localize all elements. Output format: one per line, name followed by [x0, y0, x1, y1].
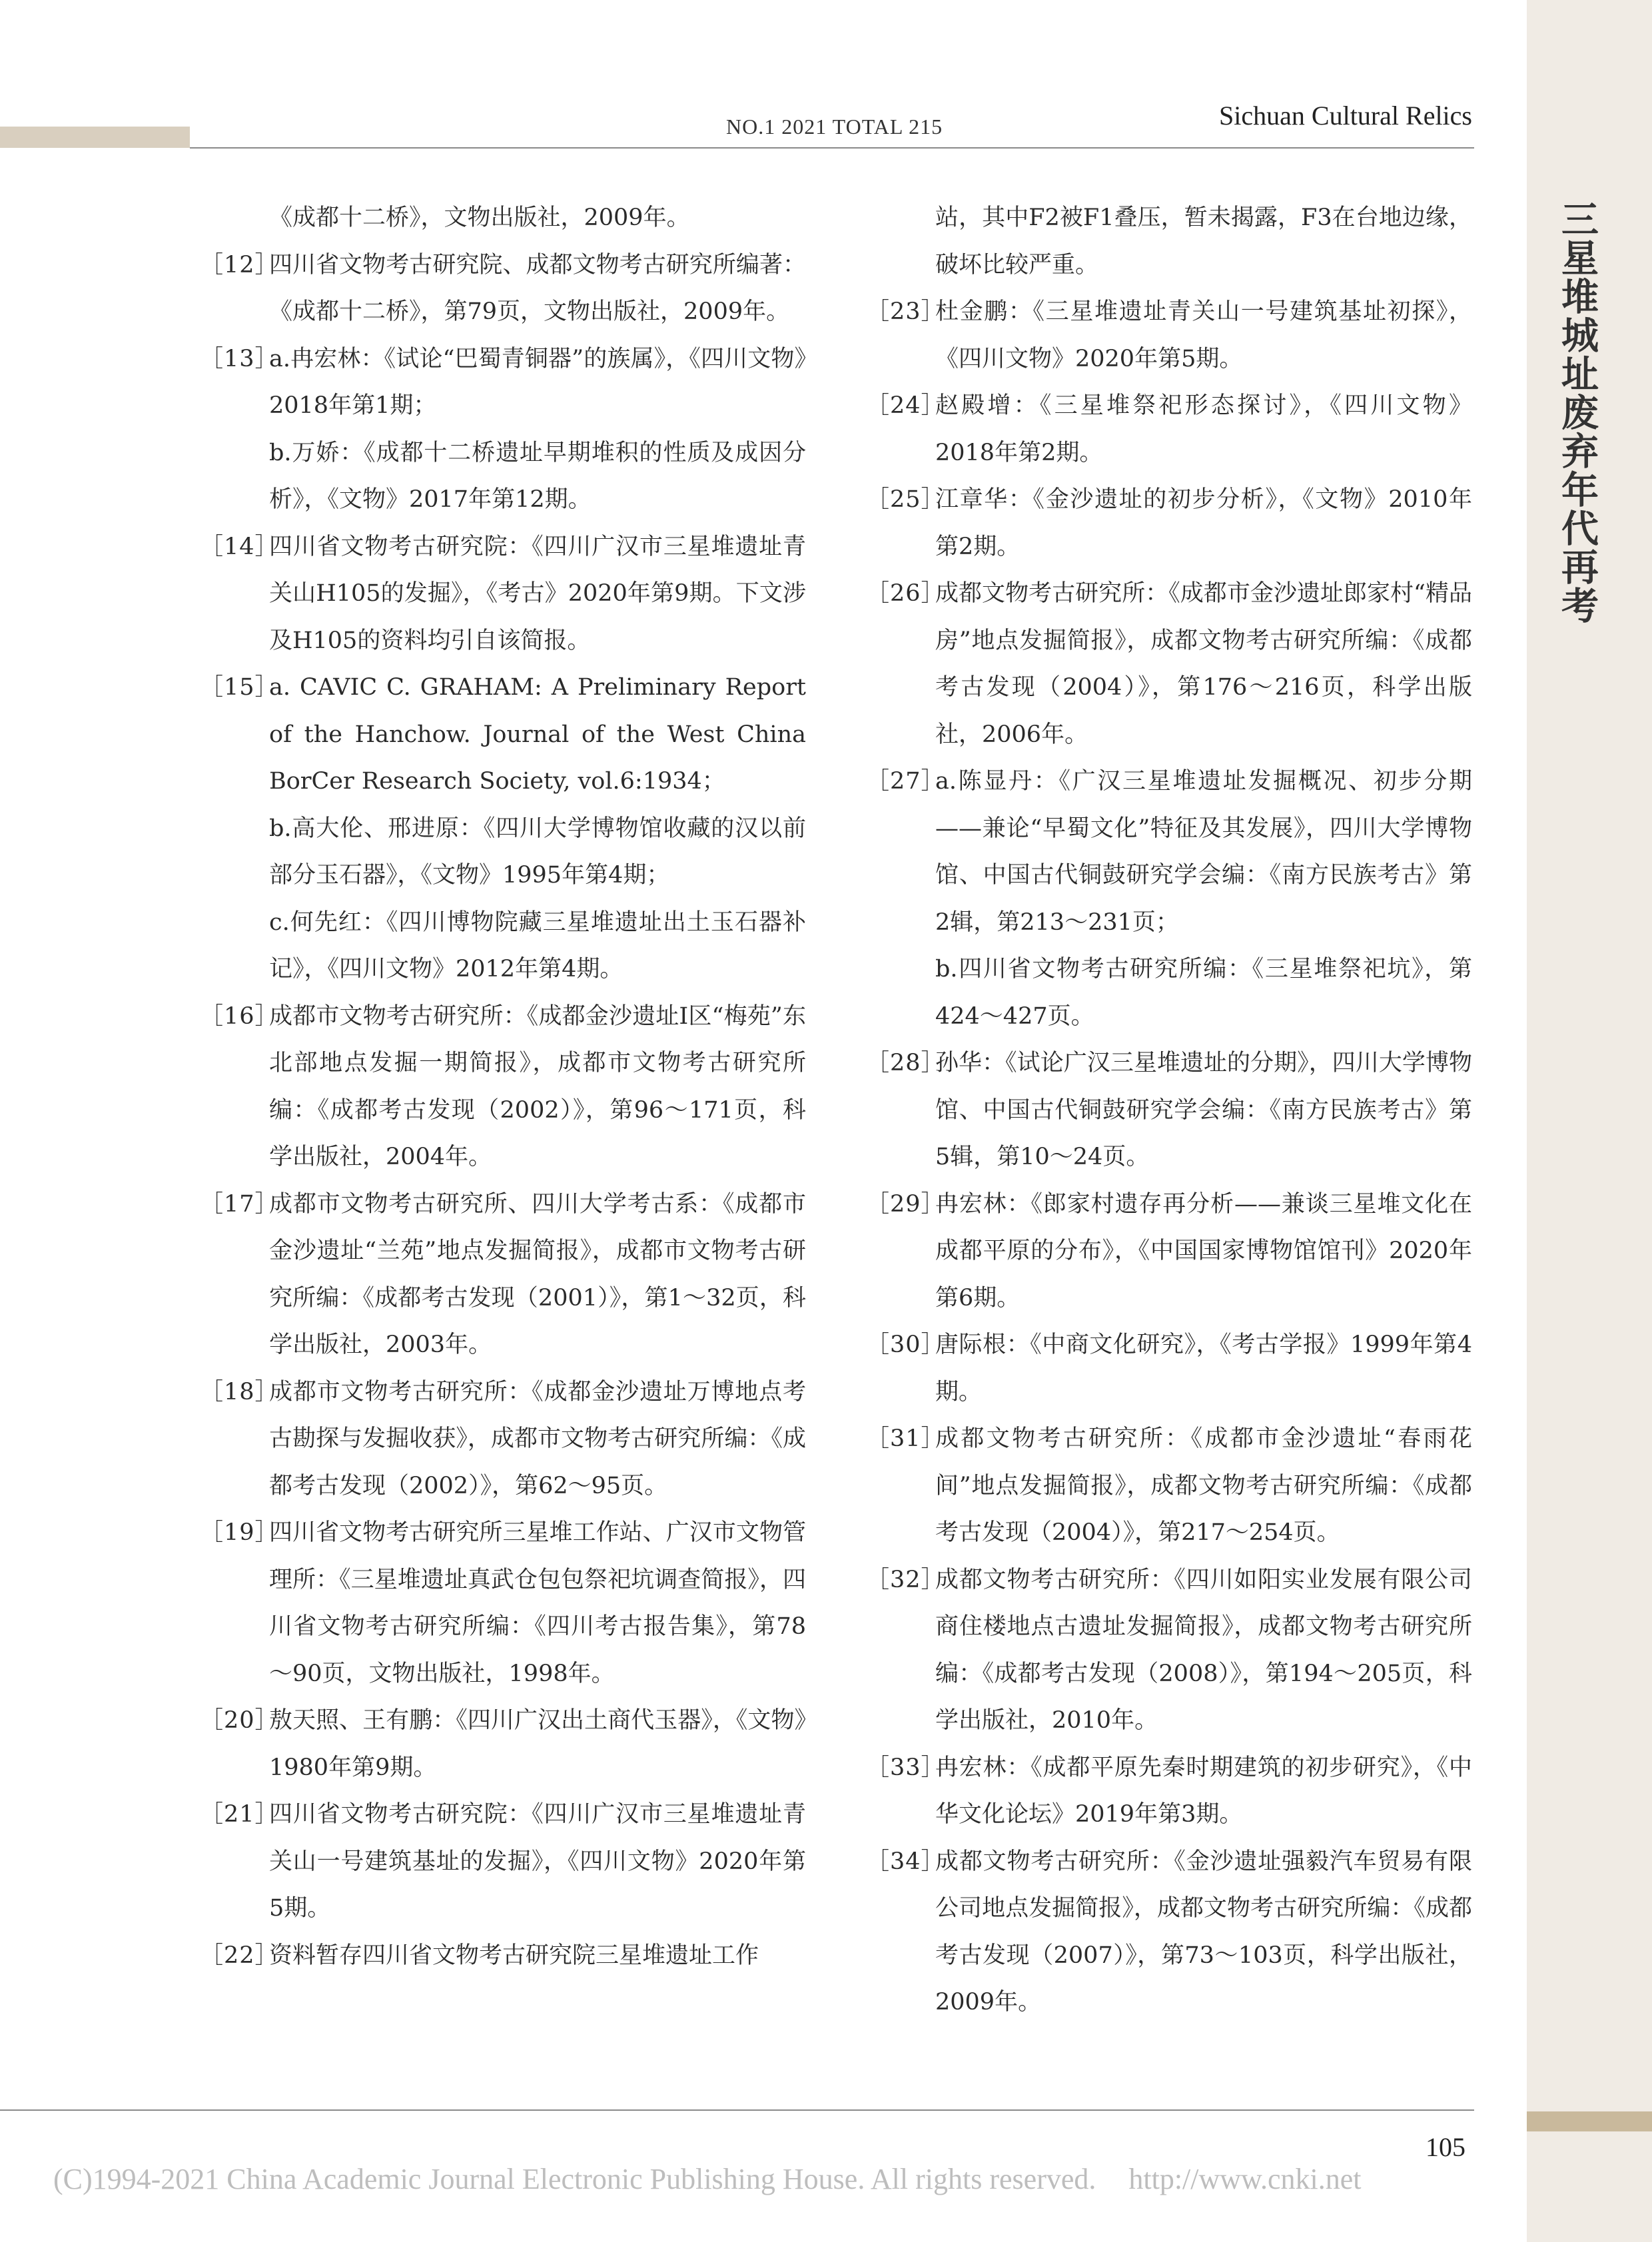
reference-item: [866, 1181, 1472, 1322]
reference-number: ［27］: [866, 768, 945, 795]
reference-entry: 冉宏林：《郎家村遗存再分析——兼谈三星堆文化在成都平原的分布》，《中国国家博物馆馆刊》2020年第6期。: [935, 1190, 1472, 1311]
reference-text: [269, 242, 806, 336]
cnki-link[interactable]: http://www.cnki.net: [1128, 2163, 1362, 2195]
reference-number: ［30］: [866, 1331, 945, 1358]
reference-text: [269, 1791, 806, 1932]
reference-number: ［21］: [200, 1801, 279, 1828]
reference-entry: 唐际根：《中商文化研究》，《考古学报》1999年第4期。: [935, 1331, 1472, 1405]
reference-item: [200, 664, 806, 993]
reference-entry: 四川省文物考古研究所三星堆工作站、广汉市文物管理所：《三星堆遗址真武仓包包祭祀坑调查简报》，四川省文物考古研究所编：《四川考古报告集》，第78～90页，文物出版社，1998年。: [269, 1519, 806, 1687]
reference-entry: 成都市文物考古研究所、四川大学考古系：《成都市金沙遗址“兰苑”地点发掘简报》，成都市文物考古研究所编：《成都考古发现（2001）》，第1～32页，科学出版社，2003年。: [269, 1190, 806, 1358]
reference-number: ［13］: [200, 345, 279, 372]
reference-item: [866, 1040, 1472, 1181]
reference-entry: 成都文物考古研究所：《四川如阳实业发展有限公司商住楼地点古遗址发掘简报》，成都文物考古研究所编：《成都考古发现（2008）》，第194～205页，科学出版社，2010年。: [935, 1566, 1472, 1734]
reference-text: [935, 1838, 1472, 2026]
reference-item: [200, 1369, 806, 1510]
reference-entry: 四川省文物考古研究院：《四川广汉市三星堆遗址青关山一号建筑基址的发掘》，《四川文物》2020年第5期。: [269, 1801, 806, 1922]
reference-text: [269, 1509, 806, 1697]
reference-number: ［15］: [200, 674, 279, 701]
reference-list: [200, 242, 806, 1980]
reference-item: [866, 570, 1472, 758]
reference-item: [200, 524, 806, 665]
reference-number: ［24］: [866, 392, 945, 419]
reference-text: [269, 524, 806, 665]
article-running-title: 三星堆城址废弃年代再考: [1555, 200, 1599, 625]
reference-entry: b.万娇：《成都十二桥遗址早期堆积的性质及成因分析》，《文物》2017年第12期。: [269, 439, 806, 513]
reference-item: [200, 336, 806, 524]
reference-text: [269, 336, 806, 524]
reference-entry: 四川省文物考古研究院：《四川广汉市三星堆遗址青关山H105的发掘》，《考古》2020年第9期。下文涉及H105的资料均引自该简报。: [269, 533, 806, 654]
reference-text: [269, 1932, 806, 1980]
reference-item: [200, 1932, 806, 1980]
issue-label: NO.1 2021 TOTAL 215: [726, 115, 943, 139]
reference-item: [866, 382, 1472, 476]
reference-number: ［26］: [866, 580, 945, 607]
page-number: 105: [1426, 2132, 1465, 2162]
reference-entry: 成都市文物考古研究所：《成都金沙遗址万博地点考古勘探与发掘收获》，成都市文物考古研究所编：《成都考古发现（2002）》，第62～95页。: [269, 1378, 806, 1499]
reference-item: [866, 1557, 1472, 1744]
reference-number: ［19］: [200, 1519, 279, 1546]
reference-entry: 成都文物考古研究所：《金沙遗址强毅汽车贸易有限公司地点发掘简报》，成都文物考古研究所编：《成都考古发现（2007）》，第73～103页，科学出版社，2009年。: [935, 1848, 1472, 2016]
copyright-text: (C)1994-2021 China Academic Journal Electronic Publishing House. All rights reserved.: [53, 2163, 1096, 2195]
reference-entry: 赵殿增：《三星堆祭祀形态探讨》，《四川文物》2018年第2期。: [935, 392, 1472, 466]
reference-entry: a.冉宏林：《试论“巴蜀青铜器”的族属》，《四川文物》2018年第1期；: [269, 345, 806, 419]
copyright-notice: [53, 2162, 1361, 2196]
reference-number: ［28］: [866, 1050, 945, 1076]
reference-number: ［22］: [200, 1942, 279, 1969]
reference-number: ［18］: [200, 1378, 279, 1405]
reference-text: [935, 1415, 1472, 1557]
reference-entry: b.四川省文物考古研究所编：《三星堆祭祀坑》，第424～427页。: [935, 956, 1472, 1030]
journal-title: Sichuan Cultural Relics: [1219, 101, 1472, 131]
reference-item: [200, 242, 806, 336]
reference-entry: 成都市文物考古研究所：《成都金沙遗址Ⅰ区“梅苑”东北部地点发掘一期简报》，成都市文物考古研究所编：《成都考古发现（2002）》，第96～171页，科学出版社，2004年。: [269, 1002, 806, 1170]
reference-number: ［34］: [866, 1848, 945, 1875]
reference-text: [935, 1181, 1472, 1322]
reference-item: [866, 758, 1472, 1040]
reference-text: [269, 1181, 806, 1369]
reference-item: [200, 993, 806, 1181]
reference-text: [935, 476, 1472, 570]
reference-number: ［20］: [200, 1707, 279, 1734]
reference-entry: a. CAVIC C. GRAHAM: A Preliminary Report of the Hanchow. Journal of the West China BorCer Research Society, vol.6:1934；: [269, 674, 806, 795]
reference-number: ［25］: [866, 486, 945, 513]
reference-number: ［33］: [866, 1754, 945, 1781]
reference-item: [866, 1838, 1472, 2026]
header-rule: [190, 147, 1474, 149]
reference-number: ［31］: [866, 1425, 945, 1452]
reference-item: [200, 1791, 806, 1932]
reference-text: [935, 1557, 1472, 1744]
reference-entry: 成都文物考古研究所：《成都市金沙遗址“春雨花间”地点发掘简报》，成都文物考古研究所编：《成都考古发现（2004）》，第217～254页。: [935, 1425, 1472, 1546]
reference-number: ［23］: [866, 298, 945, 325]
reference-item: [200, 1181, 806, 1369]
reference-entry: a.陈显丹：《广汉三星堆遗址发掘概况、初步分期——兼论“早蜀文化”特征及其发展》，四川大学博物馆、中国古代铜鼓研究学会编：《南方民族考古》第2辑，第213～231页；: [935, 768, 1472, 936]
reference-text: [935, 570, 1472, 758]
reference-entry: 资料暂存四川省文物考古研究院三星堆遗址工作: [269, 1942, 759, 1969]
reference-text: [269, 1369, 806, 1510]
reference-item: [200, 1697, 806, 1791]
reference-number: ［17］: [200, 1190, 279, 1218]
reference-entry: c.何先红：《四川博物院藏三星堆遗址出土玉石器补记》，《四川文物》2012年第4期。: [269, 909, 806, 982]
reference-entry: 四川省文物考古研究院、成都文物考古研究所编著：《成都十二桥》，第79页，文物出版社，2009年。: [269, 251, 806, 325]
reference-continuation: 站，其中F2被F1叠压，暂未揭露，F3在台地边缘，破坏比较严重。: [935, 204, 1472, 278]
header-accent-bar: [0, 127, 190, 148]
reference-number: ［14］: [200, 533, 279, 560]
reference-text: [935, 382, 1472, 476]
reference-item: [200, 1509, 806, 1697]
reference-number: ［12］: [200, 251, 279, 278]
reference-text: [935, 288, 1472, 382]
reference-text: [269, 1697, 806, 1791]
reference-list: [866, 288, 1472, 2026]
reference-entry: b.高大伦、邢进原：《四川大学博物馆收藏的汉以前部分玉石器》，《文物》1995年第4期；: [269, 815, 806, 889]
reference-number: ［32］: [866, 1566, 945, 1593]
reference-continuation: 《成都十二桥》，文物出版社，2009年。: [269, 204, 690, 231]
footer-rule: [0, 2109, 1474, 2111]
reference-item: [866, 288, 1472, 382]
references-right-column: [866, 194, 1472, 2026]
reference-text: [935, 1040, 1472, 1181]
reference-item: [866, 476, 1472, 570]
reference-item: [866, 1321, 1472, 1415]
reference-text: [269, 993, 806, 1181]
reference-item: [866, 1415, 1472, 1557]
reference-number: ［29］: [866, 1190, 945, 1218]
footer-accent-bar: [1527, 2111, 1652, 2131]
reference-text: [935, 758, 1472, 1040]
reference-item: [866, 1744, 1472, 1838]
reference-text: [269, 664, 806, 993]
references-left-column: [200, 194, 806, 1979]
reference-entry: 孙华：《试论广汉三星堆遗址的分期》，四川大学博物馆、中国古代铜鼓研究学会编：《南方民族考古》第5辑，第10～24页。: [935, 1050, 1472, 1170]
reference-entry: 成都文物考古研究所：《成都市金沙遗址郎家村“精品房”地点发掘简报》，成都文物考古研究所编：《成都考古发现（2004）》，第176～216页，科学出版社，2006年。: [935, 580, 1472, 748]
reference-text: [935, 1744, 1472, 1838]
reference-entry: 敖天照、王有鹏：《四川广汉出土商代玉器》，《文物》1980年第9期。: [269, 1707, 806, 1781]
reference-text: [935, 1321, 1472, 1415]
reference-number: ［16］: [200, 1002, 279, 1030]
reference-entry: 杜金鹏：《三星堆遗址青关山一号建筑基址初探》，《四川文物》2020年第5期。: [935, 298, 1472, 372]
reference-entry: 冉宏林：《成都平原先秦时期建筑的初步研究》，《中华文化论坛》2019年第3期。: [935, 1754, 1472, 1828]
reference-entry: 江章华：《金沙遗址的初步分析》，《文物》2010年第2期。: [935, 486, 1472, 560]
